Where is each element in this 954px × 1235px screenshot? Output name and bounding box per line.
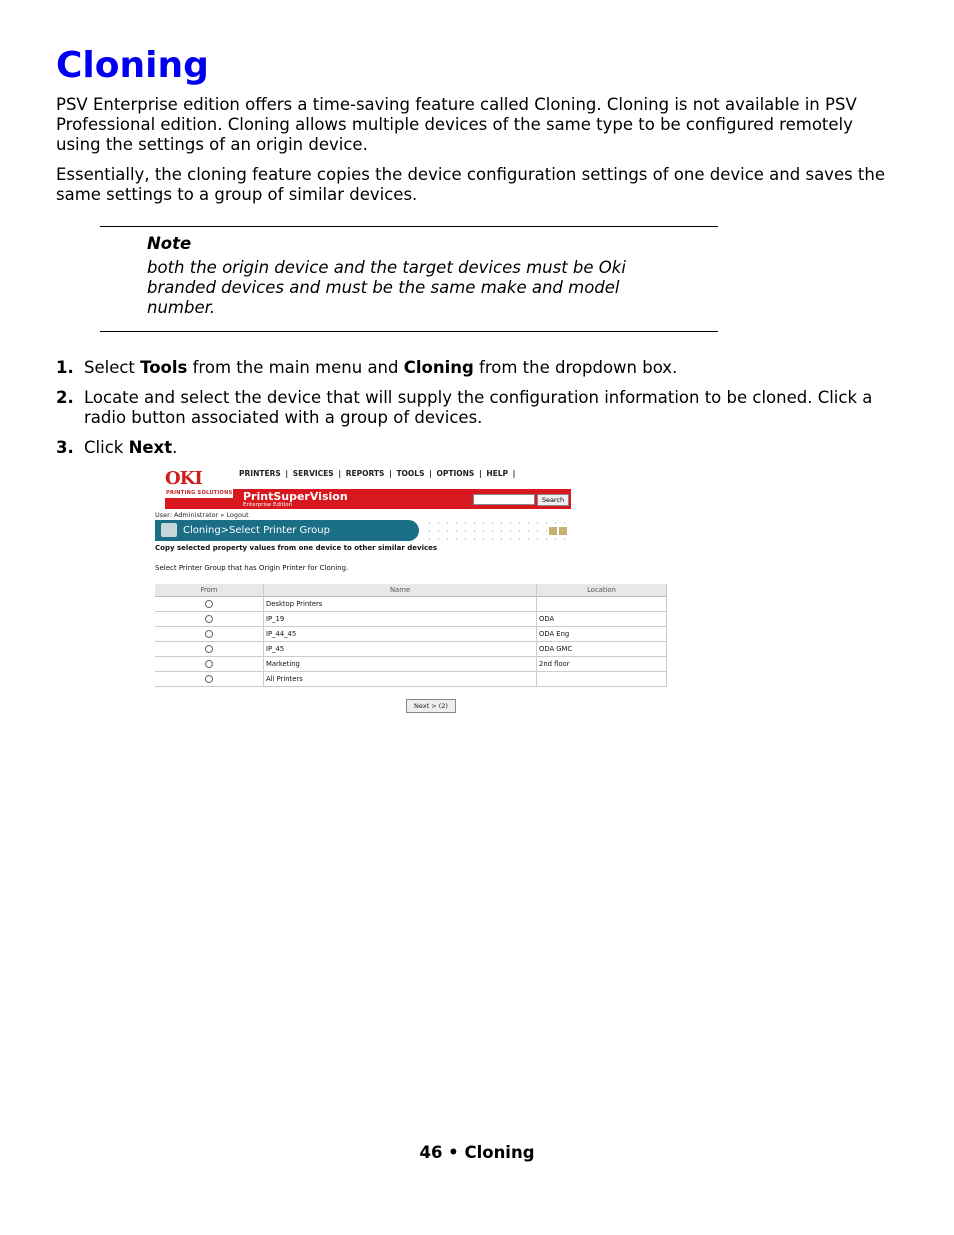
note-title: Note	[147, 234, 192, 253]
step-3	[56, 438, 901, 458]
radio-cell	[155, 672, 264, 687]
radio-cell	[155, 597, 264, 612]
nav-reports[interactable]: REPORTS	[345, 469, 385, 478]
user-line: User: Administrator » Logout	[155, 511, 249, 519]
step-text: .	[172, 438, 178, 457]
nav-printers[interactable]: PRINTERS	[239, 469, 281, 478]
column-from: From	[155, 584, 264, 597]
radio-cell	[155, 627, 264, 642]
page-footer: 46 • Cloning	[419, 1143, 535, 1162]
step-2	[56, 388, 901, 428]
step-text: Click	[84, 438, 129, 457]
logo-subtitle: PRINTING SOLUTIONS	[166, 490, 233, 496]
cloning-screenshot	[153, 462, 668, 732]
nav-separator: |	[512, 469, 516, 478]
section-title: Cloning>Select Printer Group	[183, 525, 330, 536]
intro-paragraph: PSV Enterprise edition offers a time-saving feature called Cloning. Cloning is not available in PSV Professional edition. Cloning allows multiple devices of the same type to be configured remotely using the settings of an origin device.	[56, 95, 857, 154]
table-row	[155, 627, 667, 642]
step-text: from the main menu and	[187, 358, 404, 377]
table-row	[155, 672, 667, 687]
radio-button[interactable]	[205, 600, 213, 608]
nav-separator: |	[429, 469, 432, 478]
radio-button[interactable]	[205, 645, 213, 653]
group-location: ODA	[537, 612, 667, 627]
brand-edition: Enterprise Edition	[243, 502, 293, 508]
search-button[interactable]: Search	[537, 494, 569, 506]
radio-button[interactable]	[205, 615, 213, 623]
nav-options[interactable]: OPTIONS	[436, 469, 475, 478]
step-1	[56, 358, 901, 378]
radio-cell	[155, 642, 264, 657]
group-location: ODA GMC	[537, 642, 667, 657]
steps-list	[56, 358, 901, 468]
group-name: Desktop Printers	[264, 597, 537, 612]
top-nav	[239, 469, 517, 478]
note-box	[100, 226, 718, 332]
group-name: IP_19	[264, 612, 537, 627]
table-row	[155, 597, 667, 612]
radio-button[interactable]	[205, 660, 213, 668]
brand-bar	[233, 489, 571, 509]
radio-button[interactable]	[205, 675, 213, 683]
nav-services[interactable]: SERVICES	[292, 469, 334, 478]
step-bold: Next	[128, 438, 173, 457]
nav-help[interactable]: HELP	[486, 469, 509, 478]
radio-cell	[155, 612, 264, 627]
step-number: 3.	[56, 438, 74, 457]
step-number: 2.	[56, 388, 74, 407]
group-name: Marketing	[264, 657, 537, 672]
step-text: Select	[84, 358, 141, 377]
group-name: IP_45	[264, 642, 537, 657]
table-header-row	[155, 584, 667, 597]
edit-icon[interactable]	[549, 527, 557, 535]
search-input[interactable]	[473, 494, 535, 505]
group-name: IP_44_45	[264, 627, 537, 642]
nav-separator: |	[285, 469, 289, 478]
table-row	[155, 642, 667, 657]
section-header	[155, 520, 419, 541]
nav-separator: |	[389, 469, 392, 478]
copy-description: Copy selected property values from one device to other similar devices	[155, 544, 438, 552]
group-location: ODA Eng	[537, 627, 667, 642]
step-bold: Cloning	[403, 358, 474, 377]
note-text: both the origin device and the target devices must be Oki branded devices and must be the same make and model number.	[147, 258, 626, 317]
column-location: Location	[537, 584, 667, 597]
step-text: from the dropdown box.	[473, 358, 678, 377]
red-accent	[165, 498, 235, 509]
step-number: 1.	[56, 358, 74, 377]
select-instruction: Select Printer Group that has Origin Printer for Cloning.	[155, 564, 349, 572]
group-location: 2nd floor	[537, 657, 667, 672]
group-location	[537, 672, 667, 687]
radio-button[interactable]	[205, 630, 213, 638]
group-name: All Printers	[264, 672, 537, 687]
column-name: Name	[264, 584, 537, 597]
oki-logo: OKI	[165, 468, 202, 489]
brand-name: PrintSuperVision	[243, 490, 348, 503]
print-icon[interactable]	[559, 527, 567, 535]
step-bold: Tools	[140, 358, 188, 377]
next-button[interactable]: Next > (2)	[406, 699, 456, 713]
page-title: Cloning	[56, 45, 209, 86]
toolbar-icons	[549, 520, 569, 530]
radio-cell	[155, 657, 264, 672]
table-row	[155, 657, 667, 672]
nav-separator: |	[338, 469, 342, 478]
printer-icon	[161, 523, 177, 537]
description-paragraph: Essentially, the cloning feature copies the device configuration settings of one device and saves the same settings to a group of similar devices.	[56, 165, 886, 204]
step-text: Locate and select the device that will supply the configuration information to be cloned. Click a radio button associated with a group of devices.	[84, 388, 873, 427]
nav-tools[interactable]: TOOLS	[396, 469, 425, 478]
printer-group-table	[155, 584, 667, 687]
nav-separator: |	[478, 469, 482, 478]
group-location	[537, 597, 667, 612]
table-row	[155, 612, 667, 627]
